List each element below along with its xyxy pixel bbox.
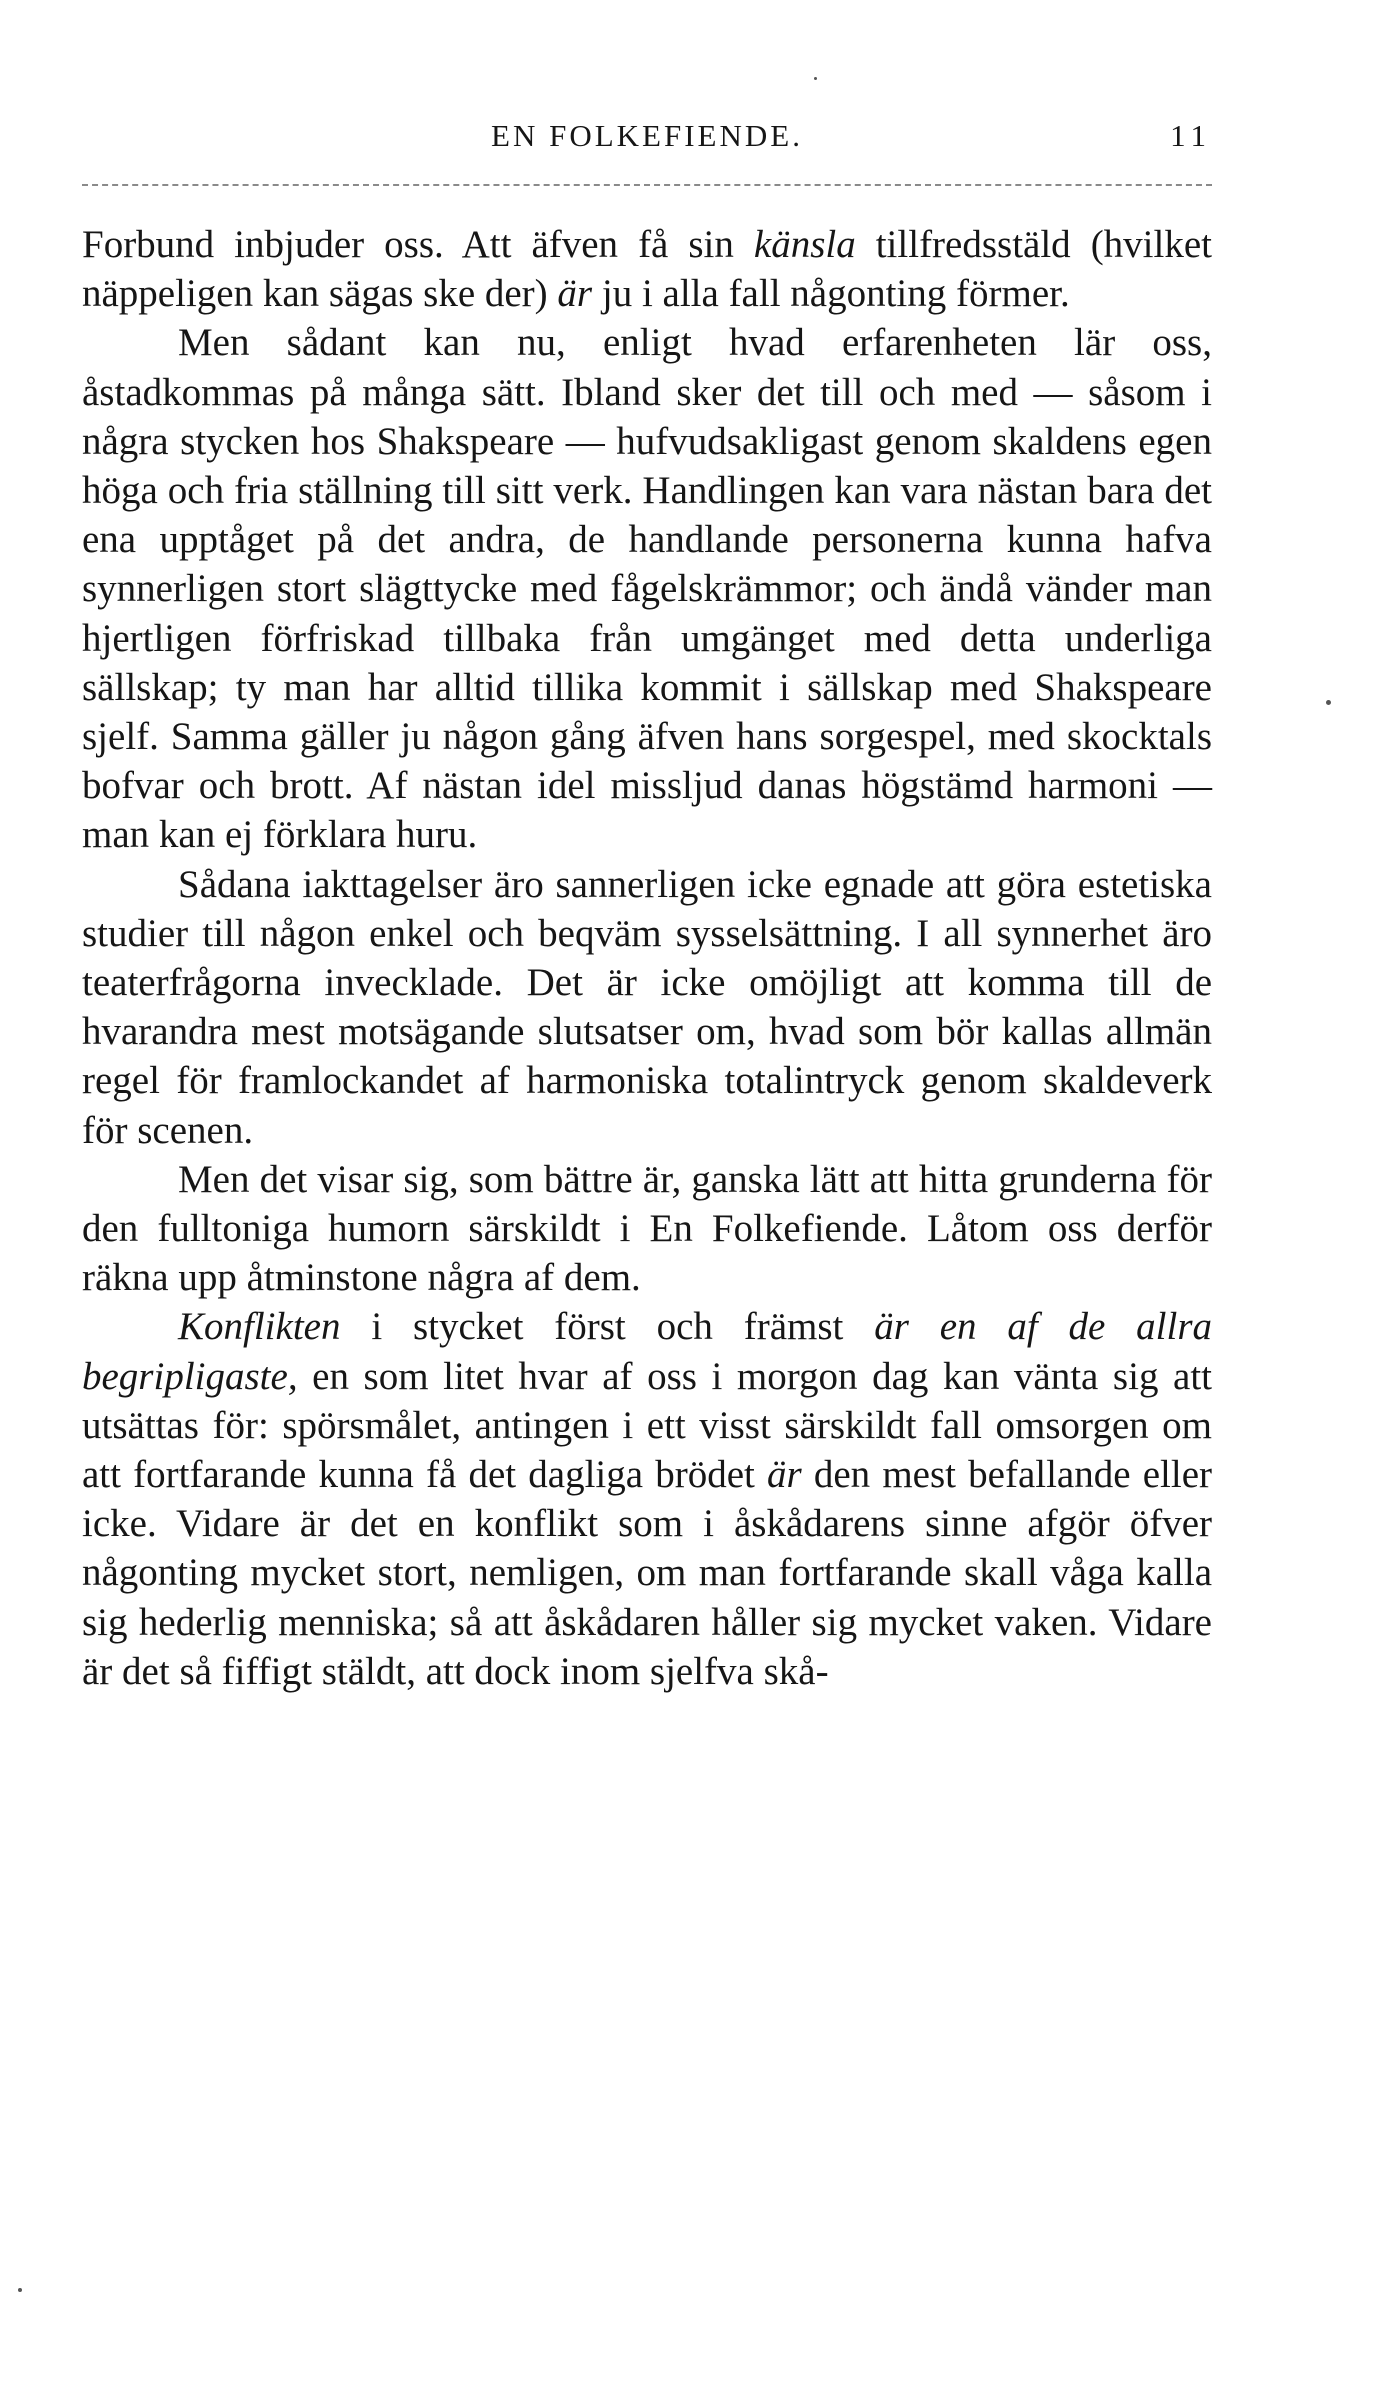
text-run: i stycket först och främst <box>340 1305 875 1349</box>
text-run: en som litet hvar af oss i morgon dag kan vänta sig att utsättas för: spörsmålet, antingen i ett visst särskildt fall omsorgen om att fortfarande kunna få det dagliga brödet <box>82 1354 1212 1497</box>
paragraph <box>82 1155 1212 1303</box>
italic-text: är <box>767 1453 802 1497</box>
body-text <box>82 220 1212 1696</box>
italic-text: känsla <box>753 223 856 266</box>
paragraph <box>82 220 1212 318</box>
italic-text: är <box>557 272 593 316</box>
text-run: Men sådant kan nu, enligt hvad erfarenheten lär oss, åstadkommas på många sätt. Ibland sker det till och med — såsom i några stycken hos Shakspeare — hufvudsakligast genom skaldens egen höga och fria ställning till sitt verk. Handlingen kan vara nästan bara det ena upptåget på det andra, de handlande personerna kunna hafva synnerligen stort slägttycke med fågelskrämmor; och ändå vänder man hjertligen förfriskad tillbaka från umgänget med detta underliga sällskap; ty man har alltid tillika kommit i sällskap med Shakspeare sjelf. Samma gäller ju någon gång äfven hans sorgespel, med skocktals bofvar och brott. Af nästan idel missljud danas högstämd harmoni — man kan ej förklara huru. <box>82 321 1212 857</box>
paragraph <box>82 1302 1212 1696</box>
italic-text: Konflikten <box>178 1305 341 1349</box>
margin-speck <box>18 2288 22 2292</box>
text-run: Men det visar sig, som bättre är, ganska lätt att hitta grunderna för den fulltoniga humorn särskildt i En Folkefiende. Låtom oss derför räkna upp åtminstone några af dem. <box>82 1157 1212 1300</box>
text-run: Forbund inbjuder oss. Att äfven få sin <box>82 223 754 266</box>
text-run: tillfredsstäld (hvilket näppeligen kan sägas ske der) <box>82 223 1212 316</box>
page-header <box>82 118 1212 158</box>
italic-text: är en af de allra begripligaste, <box>82 1305 1213 1398</box>
text-run: den mest befallande eller icke. Vidare är det en konflikt som i åskådarens sinne afgör öfver någonting mycket stort, nemligen, om man fortfarande skall våga kalla sig hederlig menniska; så att åskådaren håller sig mycket vaken. Vidare är det så fiffigt stäldt, att dock inom sjelfva skå- <box>82 1453 1212 1693</box>
text-run: ju i alla fall någonting förmer. <box>592 272 1070 316</box>
paragraph <box>82 860 1212 1155</box>
text-run: Sådana iakttagelser äro sannerligen icke egnade att göra estetiska studier till någon enkel och beqväm sysselsättning. I all synnerhet äro teaterfrågorna invecklade. Det är icke omöjligt att komma till de hvarandra mest motsägande slutsatser om, hvad som bör kallas allmän regel för framlockandet af harmoniska totalintryck genom skaldeverk för scenen. <box>82 862 1212 1152</box>
paragraph <box>82 318 1212 859</box>
margin-speck <box>1326 700 1331 705</box>
running-title: EN FOLKEFIENDE. <box>491 118 803 153</box>
margin-speck <box>814 77 817 80</box>
page-number: 11 <box>1170 118 1212 153</box>
header-rule <box>82 184 1212 186</box>
